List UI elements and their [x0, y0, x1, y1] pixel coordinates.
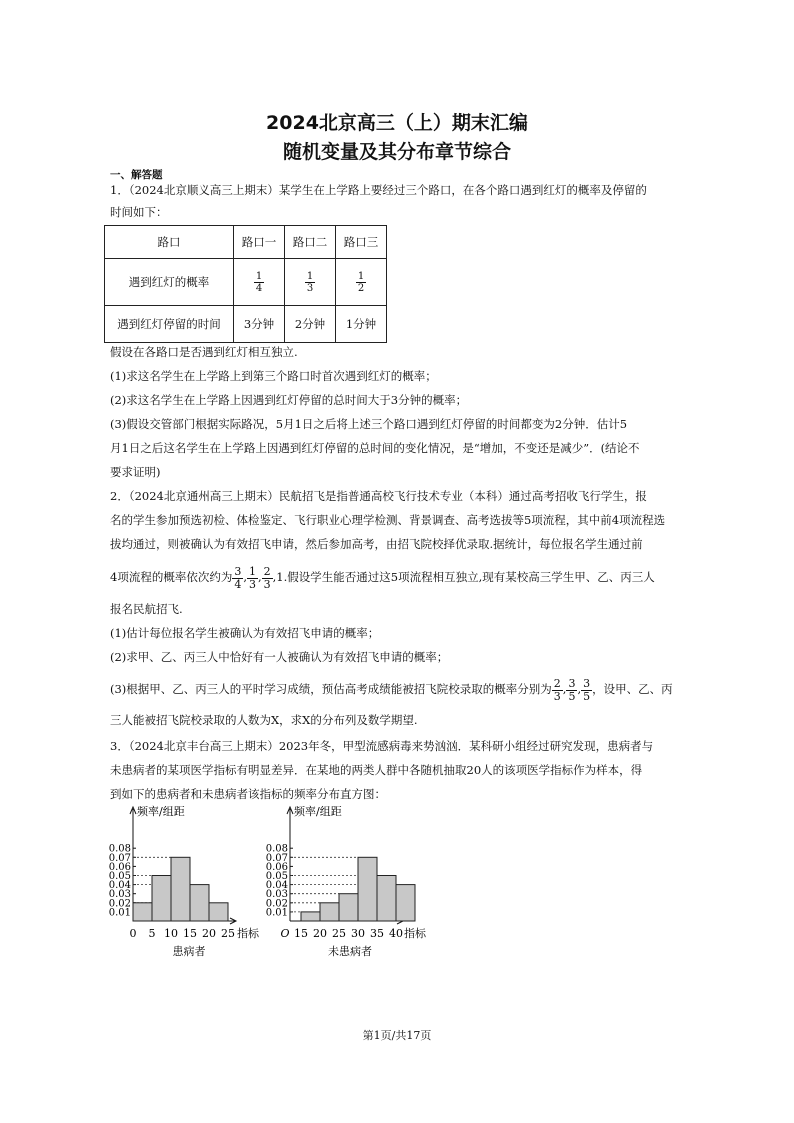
y-tick-label: 0.01	[265, 907, 288, 919]
y-tick-label: 0.04	[265, 880, 288, 892]
fraction-numerator: 2	[263, 564, 271, 578]
histogram-bar	[320, 903, 339, 921]
x-tick-label: 30	[351, 927, 365, 940]
fraction-denominator: 5	[568, 689, 576, 703]
fraction-denominator: 5	[583, 689, 591, 703]
table-row	[105, 259, 387, 306]
table-row-label: 遇到红灯的概率	[105, 259, 234, 306]
fraction-numerator: 1	[357, 270, 365, 282]
y-tick-label: 0.05	[265, 871, 288, 882]
table-header-row	[105, 226, 387, 259]
x-tick-label: 0	[129, 927, 137, 940]
histogram-bar	[301, 912, 320, 921]
fraction-denominator: 3	[248, 577, 256, 591]
histogram-bar	[358, 857, 377, 921]
q3-line3: 到如下的患病者和未患病者该指标的频率分布直方图：	[110, 787, 386, 801]
fraction-denominator: 2	[357, 282, 365, 294]
q2-line5: 报名民航招飞.	[110, 602, 183, 616]
table-row-label: 遇到红灯停留的时间	[105, 306, 234, 343]
q2-part3-text: (3)根据甲、乙、丙三人的平时学习成绩，预估高考成绩能被招飞院校录取的概率分别为	[110, 682, 552, 696]
q1-part2: (2)求这名学生在上学路上因遇到红灯停留的总时间大于3分钟的概率；	[110, 393, 468, 407]
histogram-patients	[106, 803, 266, 961]
fraction-numerator: 2	[553, 676, 561, 690]
table-cell	[285, 259, 336, 306]
x-tick-label: 40	[389, 927, 403, 940]
histogram-bar	[339, 894, 358, 921]
y-tick-label: 0.07	[265, 852, 288, 864]
fraction-numerator: 3	[583, 676, 591, 690]
q2-part3-line1: (3)根据甲、乙、丙三人的平时学习成绩，预估高考成绩能被招飞院校录取的概率分别为 $\frac{2}{3}$ , $\frac{3}{5}$ , $\frac{3}{5}$ ，设甲、乙、丙	[110, 676, 673, 703]
histogram-bar	[171, 857, 190, 921]
y-tick-label: 0.01	[108, 907, 131, 919]
x-tick-label: 20	[202, 927, 216, 940]
q1-assumption: 假设在各路口是否遇到红灯相互独立.	[110, 345, 298, 359]
y-tick-label: 0.04	[108, 880, 131, 892]
fraction-numerator: 1	[255, 270, 263, 282]
q2-part3-line2: 三人能被招飞院校录取的人数为X，求X的分布列及数学期望.	[110, 713, 418, 727]
x-tick-label: 20	[313, 927, 327, 940]
y-tick-label: 0.03	[108, 889, 131, 901]
fraction-numerator: 1	[248, 564, 256, 578]
table-cell	[336, 259, 387, 306]
fraction-numerator: 3	[234, 564, 242, 578]
histogram-bar	[396, 885, 415, 921]
section-label: 一、解答题	[110, 169, 163, 181]
table-cell: 3分钟	[234, 306, 285, 343]
histogram-non-patients	[258, 803, 438, 961]
x-axis-label: 指标	[237, 927, 259, 940]
q1-part3-line3: 要求证明)	[110, 465, 161, 479]
histogram-title: 未患病者	[328, 945, 372, 958]
q2-part3-text: ，设甲、乙、丙	[592, 682, 673, 696]
table-cell	[234, 259, 285, 306]
y-tick-label: 0.02	[265, 898, 288, 910]
histogram-bar	[133, 903, 152, 921]
fraction-denominator: 3	[263, 577, 271, 591]
table-header-cell: 路口三	[336, 226, 387, 259]
y-tick-label: 0.06	[108, 861, 131, 873]
y-tick-label: 0.03	[265, 889, 288, 901]
q2-line1: 2．（2024北京通州高三上期末）民航招飞是指普通高校飞行技术专业（本科）通过高考招收飞行学生，报	[110, 489, 647, 503]
q3-line2: 未患病者的某项医学指标有明显差异．在某地的两类人群中各随机抽取20人的该项医学指标作为样本，得	[110, 763, 643, 777]
y-axis-label: 频率/组距	[137, 805, 185, 818]
x-tick-label: 25	[221, 927, 235, 940]
q2-line4-text: ,1.假设学生能否通过这5项流程相互独立,现有某校高三学生甲、乙、丙三人	[272, 570, 655, 584]
page-footer: 第1页/共17页	[362, 1029, 432, 1042]
fraction-numerator: 1	[306, 270, 314, 282]
table-header-cell: 路口一	[234, 226, 285, 259]
q1-part1: (1)求这名学生在上学路上到第三个路口时首次遇到红灯的概率；	[110, 369, 437, 383]
y-tick-label: 0.08	[108, 843, 131, 855]
fraction-numerator: 3	[568, 676, 576, 690]
y-tick-label: 0.02	[108, 898, 131, 910]
q1-stem-line2: 时间如下：	[110, 205, 168, 219]
x-tick-label: 35	[370, 927, 384, 940]
document-title: 2024北京高三（上）期末汇编	[266, 112, 528, 134]
x-tick-label: 10	[164, 927, 178, 940]
q2-line3: 拔均通过，则被确认为有效招飞申请，然后参加高考，由招飞院校择优录取.据统计，每位报名学生通过前	[110, 537, 643, 551]
origin-label: O	[280, 927, 290, 940]
y-axis-label: 频率/组距	[294, 805, 342, 818]
histogram-bar	[152, 876, 171, 922]
y-tick-label: 0.07	[108, 852, 131, 864]
fraction-denominator: 3	[306, 282, 314, 294]
fraction-denominator: 4	[234, 577, 242, 591]
fraction-denominator: 4	[255, 282, 263, 294]
x-tick-label: 25	[332, 927, 346, 940]
q2-line4-text: 4项流程的概率依次约为	[110, 570, 233, 584]
q1-part3-line2: 月1日之后这名学生在上学路上因遇到红灯停留的总时间的变化情况，是“增加，不变还是减少”．(结论不	[110, 441, 640, 455]
histogram-bar	[190, 885, 209, 921]
y-tick-label: 0.06	[265, 861, 288, 873]
x-tick-label: 5	[148, 927, 156, 940]
histogram-bar	[377, 876, 396, 922]
table-header-cell: 路口	[105, 226, 234, 259]
table-row	[105, 306, 387, 343]
q2-part1: (1)估计每位报名学生被确认为有效招飞申请的概率；	[110, 626, 380, 640]
q2-line2: 名的学生参加预选初检、体检鉴定、飞行职业心理学检测、背景调查、高考选拔等5项流程，其中前4项流程选	[110, 513, 666, 527]
histogram-title: 患病者	[172, 945, 206, 958]
q1-stem-line1: 1．（2024北京顺义高三上期末）某学生在上学路上要经过三个路口，在各个路口遇到红灯的概率及停留的	[110, 183, 647, 197]
histogram-bar	[209, 903, 228, 921]
y-tick-label: 0.08	[265, 843, 288, 855]
table-cell: 2分钟	[285, 306, 336, 343]
q2-part2: (2)求甲、乙、丙三人中恰好有一人被确认为有效招飞申请的概率；	[110, 650, 449, 664]
x-axis-label: 指标	[404, 927, 426, 940]
y-tick-label: 0.05	[108, 871, 131, 882]
x-tick-label: 15	[183, 927, 197, 940]
q1-part3-line1: (3)假设交管部门根据实际路况，5月1日之后将上述三个路口遇到红灯停留的时间都变为2分钟．估计5	[110, 417, 628, 431]
q2-line4: 4项流程的概率依次约为 $\frac{3}{4}$ , $\frac{1}{3}$ , $\frac{2}{3}$ ,1.假设学生能否通过这5项流程相互独立,现有某校高三学生甲、乙、丙三人	[110, 564, 655, 591]
q1-table	[104, 225, 387, 343]
document-subtitle: 随机变量及其分布章节综合	[282, 141, 511, 163]
x-tick-label: 15	[294, 927, 308, 940]
table-cell: 1分钟	[336, 306, 387, 343]
fraction-denominator: 3	[553, 689, 561, 703]
table-header-cell: 路口二	[285, 226, 336, 259]
q3-line1: 3．（2024北京丰台高三上期末）2023年冬，甲型流感病毒来势汹汹．某科研小组经过研究发现，患病者与	[110, 739, 654, 753]
